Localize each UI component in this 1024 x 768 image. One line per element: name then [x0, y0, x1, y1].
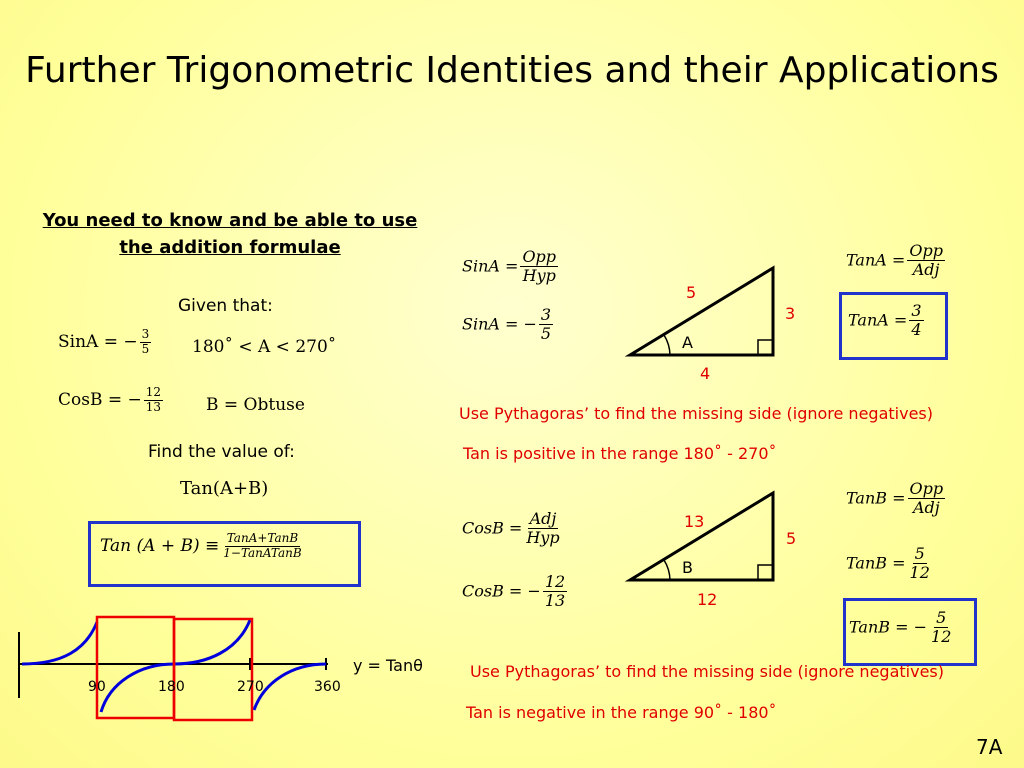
given-sinA: SinA = − $\frac{3}{5}$ [58, 327, 150, 356]
fraction: $\frac{12}{13}$ [145, 385, 162, 414]
triangle-B [620, 485, 790, 595]
right-angle-marker [758, 565, 773, 580]
tick-label-180: 180 [158, 679, 185, 695]
angle-arc [664, 335, 670, 355]
find-label: Find the value of: [148, 442, 295, 462]
fraction: $\frac{3}{4}$ [911, 301, 922, 340]
tick-label-360: 360 [314, 679, 341, 695]
given-B-obtuse: B = Obtuse [206, 395, 305, 415]
given-label: Given that: [178, 296, 273, 316]
section-heading: You need to know and be able to use the addition formulae [42, 210, 418, 258]
fraction: $\frac{\text{TanA+TanB}}{\text{1−TanATanB}}$ [223, 531, 302, 560]
angle-arc [664, 560, 670, 580]
cosB-definition: CosB = $\frac{\text{Adj}}{\text{Hyp}}$ [462, 509, 560, 548]
tanB-definition: TanB = $\frac{\text{Opp}}{\text{Adj}}$ [846, 479, 944, 518]
triangle-B-opp: 5 [786, 529, 797, 548]
fraction: $\frac{3}{5}$ [141, 327, 150, 356]
triangle-B-shape [630, 493, 773, 580]
tanB-value: TanB = $\frac{5}{12}$ [846, 544, 930, 583]
fraction: $\frac{3}{5}$ [540, 305, 552, 344]
tan-curve-1 [22, 622, 97, 664]
fraction: $\frac{\text{Opp}}{\text{Hyp}}$ [522, 247, 557, 286]
addition-formula: Tan (A + B) ≡ $\frac{\text{TanA+TanB}}{\text{1−TanATanB}}$ [100, 531, 302, 560]
triangle-A [620, 260, 790, 370]
tick-label-90: 90 [88, 679, 106, 695]
tanA-value: TanA = $\frac{3}{4}$ [848, 301, 922, 340]
tan-graph [0, 600, 360, 730]
slide-number: 7A [976, 735, 1003, 759]
triangle-B-adj: 12 [697, 590, 718, 609]
triangle-A-hyp: 5 [686, 283, 697, 302]
fraction: $\frac{5}{12}$ [909, 544, 930, 583]
partB-note-pythagoras: Use Pythagoras’ to find the missing side (ignore negatives) [470, 662, 944, 681]
triangle-A-angle: A [682, 333, 693, 352]
triangle-A-shape [630, 268, 773, 355]
slide-title: Further Trigonometric Identities and their Applications [25, 50, 999, 91]
partA-note-pythagoras: Use Pythagoras’ to find the missing side (ignore negatives) [459, 404, 933, 423]
cosB-value: CosB = − $\frac{12}{13}$ [462, 572, 566, 611]
given-range-A: 180˚ < A < 270˚ [192, 337, 337, 357]
triangle-B-hyp: 13 [684, 512, 705, 531]
tan-curve-2 [101, 620, 250, 712]
partA-note-tan-positive: Tan is positive in the range 180˚ - 270˚ [463, 444, 777, 463]
fraction: $\frac{\text{Adj}}{\text{Hyp}}$ [526, 509, 560, 548]
graph-label: y = Tanθ [353, 656, 423, 675]
sinA-definition: SinA = $\frac{\text{Opp}}{\text{Hyp}}$ [462, 247, 557, 286]
fraction: $\frac{5}{12}$ [931, 608, 952, 647]
fraction: $\frac{\text{Opp}}{\text{Adj}}$ [909, 479, 944, 518]
tanB-negative-value: TanB = − $\frac{5}{12}$ [849, 608, 952, 647]
highlight-90-180 [97, 617, 174, 718]
fraction: $\frac{\text{Opp}}{\text{Adj}}$ [909, 241, 943, 280]
triangle-A-opp: 3 [785, 304, 796, 323]
tanA-definition: TanA = $\frac{\text{Opp}}{\text{Adj}}$ [846, 241, 943, 280]
partB-note-tan-negative: Tan is negative in the range 90˚ - 180˚ [466, 703, 777, 722]
highlight-180-270 [174, 619, 252, 720]
tick-label-270: 270 [237, 679, 264, 695]
given-cosB: CosB = − $\frac{12}{13}$ [58, 385, 162, 414]
fraction: $\frac{12}{13}$ [544, 572, 566, 611]
target-expression: Tan(A+B) [180, 478, 269, 499]
triangle-B-angle: B [682, 558, 693, 577]
right-angle-marker [758, 340, 773, 355]
triangle-A-adj: 4 [700, 364, 711, 383]
sinA-value: SinA = − $\frac{3}{5}$ [462, 305, 552, 344]
